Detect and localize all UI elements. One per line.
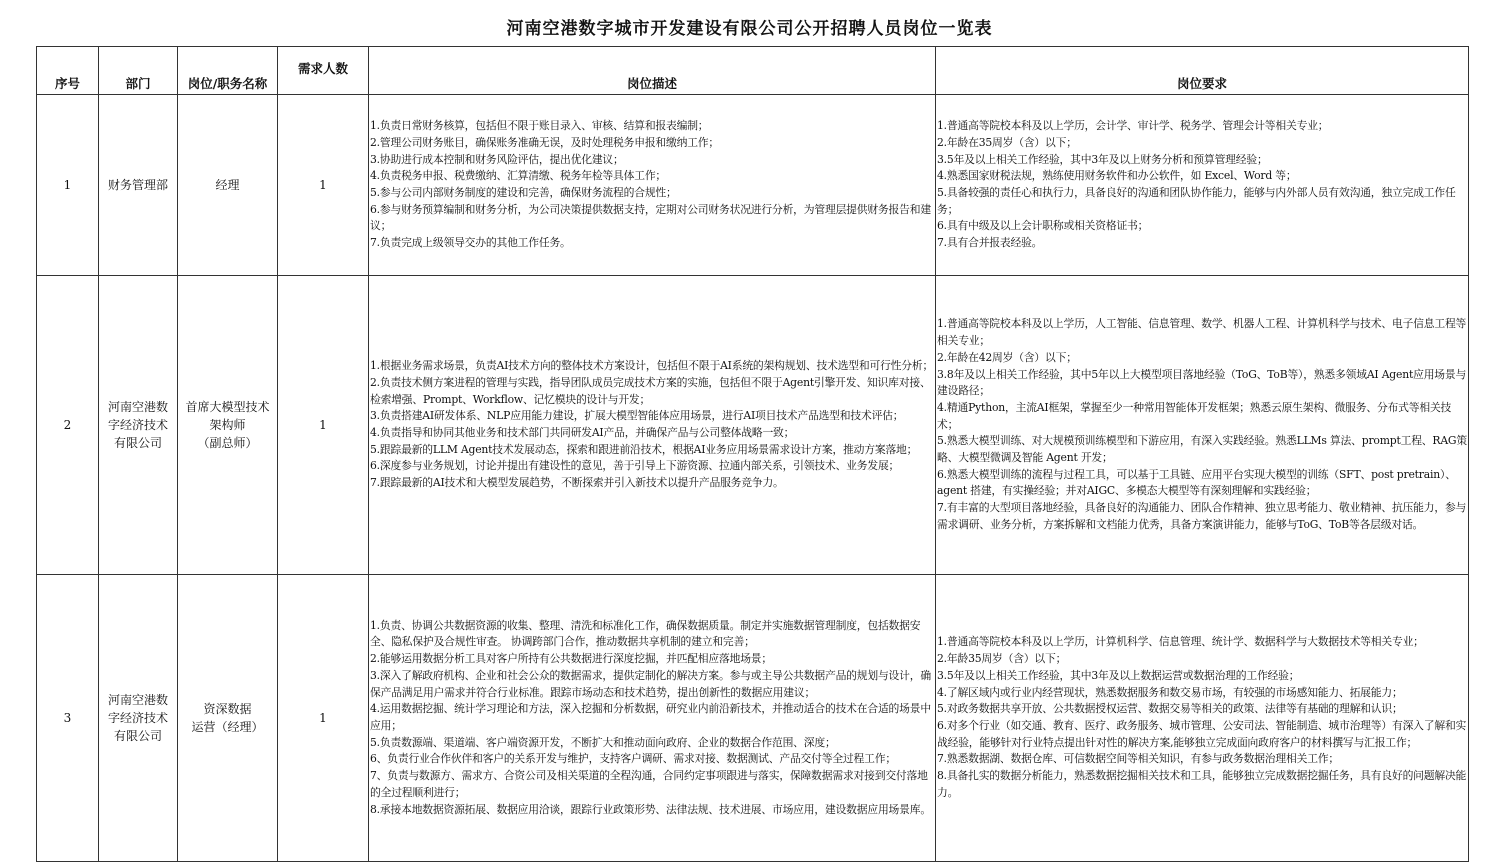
cell-no: 2 [37, 276, 99, 575]
req-line: 4.熟悉国家财税法规，熟练使用财务软件和办公软件，如 Excel、Word 等； [937, 169, 1297, 183]
cell-req [936, 95, 1469, 276]
req-line: 5.熟悉大模型训练、对大规模预训练模型和下游应用，有深入实践经验。熟悉LLMs 算法、prompt工程、RAG策略、大模型微调及智能 Agent 开发； [937, 434, 1467, 465]
req-line: 3.5年及以上相关工作经验，其中3年及以上数据运营或数据治理的工作经验； [937, 668, 1300, 682]
cell-count: 1 [278, 276, 369, 575]
desc-line: 3.协助进行成本控制和财务风险评估，提出优化建议； [370, 152, 624, 166]
header-no: 序号 [37, 47, 99, 95]
req-line: 7.熟悉数据湖、数据仓库、可信数据空间等相关知识，有参与政务数据治理相关工作； [937, 752, 1339, 766]
desc-line: 5.参与公司内部财务制度的建设和完善，确保财务流程的合规性； [370, 186, 677, 199]
req-line: 2.年龄在35周岁（含）以下； [937, 135, 1077, 149]
req-line: 6.熟悉大模型训练的流程与过程工具，可以基于工具链、应用平台实现大模型的训练（SFT、post pretrain）、agent 搭建，有实操经验；并对AIGC、多模态大模型等有深刻理解和实践经验； [937, 467, 1456, 498]
cell-position: 资深数据 运营（经理） [178, 575, 278, 862]
cell-desc [369, 95, 936, 276]
req-line: 1.普通高等院校本科及以上学历，会计学、审计学、税务学、管理会计等相关专业； [937, 119, 1329, 133]
desc-line: 3.负责搭建AI研发体系、NLP应用能力建设，扩展大模型智能体应用场景，进行AI项目技术产品选型和技术评估； [370, 409, 904, 423]
cell-dept: 财务管理部 [99, 95, 178, 276]
desc-line: 5.跟踪最新的LLM Agent技术发展动态，探索和跟进前沿技术，根据AI业务应用场景需求设计方案，推动方案落地； [370, 442, 918, 456]
req-line: 6.对多个行业（如交通、教育、医疗、政务服务、城市管理、公安司法、智能制造、城市治理等）有深入了解和实战经验，能够针对行业特点提出针对性的解决方案,能够独立完成面向政府客户的材料撰写与汇报工作； [937, 719, 1467, 749]
desc-line: 5.负责数源端、渠道端、客户端资源开发，不断扩大和推动面向政府、企业的数据合作范围、深度； [370, 735, 836, 749]
desc-line: 6.参与财务预算编制和财务分析，为公司决策提供数据支持，定期对公司财务状况进行分析，为管理层提供财务报告和建议； [370, 202, 931, 233]
cell-req [936, 276, 1469, 575]
desc-line: 1.负责、协调公共数据资源的收集、整理、清洗和标准化工作，确保数据质量。制定并实施数据管理制度，包括数据安全、隐私保护及合规性审查。 协调跨部门合作，推动数据共享机制的建立和完善； [370, 618, 921, 649]
cell-position: 经理 [178, 95, 278, 276]
cell-desc [369, 276, 936, 575]
desc-line: 4.负责税务申报、税费缴纳、汇算清缴、税务年检等具体工作； [370, 169, 667, 183]
desc-line: 8.承接本地数据资源拓展、数据应用洽谈，跟踪行业政策形势、法律法规、技术进展、市场应用，建设数据应用场景库。 [370, 802, 931, 816]
cell-req [936, 575, 1469, 862]
cell-count: 1 [278, 575, 369, 862]
desc-line: 2.能够运用数据分析工具对客户所持有公共数据进行深度挖掘，并匹配相应落地场景； [370, 652, 772, 666]
header-desc: 岗位描述 [369, 47, 936, 95]
cell-desc [369, 575, 936, 862]
desc-line: 7.负责完成上级领导交办的其他工作任务。 [370, 236, 571, 250]
req-line: 3.8年及以上相关工作经验，其中5年以上大模型项目落地经验（ToG、ToB等），熟悉多领域AI Agent应用场景与建设路径； [937, 367, 1467, 398]
table-row [37, 276, 1469, 575]
cell-dept: 河南空港数 字经济技术 有限公司 [99, 575, 178, 862]
req-line: 5.对政务数据共享开放、公共数据授权运营、数据交易等相关的政策、法律等有基础的理解和认识； [937, 702, 1403, 716]
desc-line: 1.根据业务需求场景，负责AI技术方向的整体技术方案设计，包括但不限于AI系统的架构规划、技术选型和可行性分析； [370, 359, 934, 373]
cell-count: 1 [278, 95, 369, 276]
desc-line: 3.深入了解政府机构、企业和社会公众的数据需求，提供定制化的解决方案。参与或主导公共数据产品的规划与设计，确保产品满足用户需求并符合行业标准。跟踪市场动态和技术趋势，提出创新性的数据应用建议； [370, 668, 931, 699]
desc-line: 4.运用数据挖掘、统计学习理论和方法，深入挖掘和分析数据，研究业内前沿新技术，并推动适合的技术在合适的场景中应用； [370, 702, 931, 732]
header-req: 岗位要求 [936, 47, 1469, 95]
req-line: 6.具有中级及以上会计职称或相关资格证书； [937, 219, 1149, 233]
header-dept: 部门 [99, 47, 178, 95]
req-line: 1.普通高等院校本科及以上学历，人工智能、信息管理、数学、机器人工程、计算机科学与技术、电子信息工程等相关专业； [937, 317, 1467, 348]
desc-line: 7、负责与数源方、需求方、合资公司及相关渠道的全程沟通，合同约定事项跟进与落实，保障数据需求对接到交付落地的全过程顺利进行； [370, 769, 928, 799]
req-line: 2.年龄在42周岁（含）以下； [937, 350, 1077, 364]
table-row [37, 575, 1469, 862]
desc-line: 2.管理公司财务账目，确保账务准确无误，及时处理税务申报和缴纳工作； [370, 135, 719, 149]
cell-no: 1 [37, 95, 99, 276]
desc-line: 7.跟踪最新的AI技术和大模型发展趋势，不断探索并引入新技术以提升产品服务竞争力。 [370, 476, 784, 490]
req-line: 7.具有合并报表经验。 [937, 236, 1043, 250]
header-count: 需求人数 [278, 47, 369, 95]
recruitment-table [36, 46, 1469, 862]
req-line: 5.具备较强的责任心和执行力，具备良好的沟通和团队协作能力，能够与内外部人员有效沟通，独立完成工作任务； [937, 186, 1456, 216]
cell-dept: 河南空港数 字经济技术 有限公司 [99, 276, 178, 575]
req-line: 4.了解区域内或行业内经营现状，熟悉数据服务和数交易市场，有较强的市场感知能力、拓展能力； [937, 685, 1403, 699]
header-row [37, 47, 1469, 95]
header-position: 岗位/职务名称 [178, 47, 278, 95]
req-line: 8.具备扎实的数据分析能力，熟悉数据挖掘相关技术和工具，能够独立完成数据挖掘任务，具有良好的问题解决能力。 [937, 769, 1467, 799]
desc-line: 2.负责技术侧方案进程的管理与实践，指导团队成员完成技术方案的实施，包括但不限于Agent引擎开发、知识库对接、检索增强、Prompt、Workflow、记忆模块的设计与开发； [370, 375, 931, 406]
req-line: 1.普通高等院校本科及以上学历，计算机科学、信息管理、统计学、数据科学与大数据技术等相关专业； [937, 635, 1424, 649]
req-line: 3.5年及以上相关工作经验，其中3年及以上财务分析和预算管理经验； [937, 152, 1268, 166]
req-line: 7.有丰富的大型项目落地经验，具备良好的沟通能力、团队合作精神、独立思考能力、敬业精神、抗压能力，参与需求调研、业务分析，方案拆解和文档能力优秀，具备方案演讲能力，能够与ToG、ToB等各层级对话。 [937, 501, 1467, 531]
desc-line: 6、负责行业合作伙伴和客户的关系开发与维护，支持客户调研、需求对接、数据测试、产品交付等全过程工作； [370, 752, 896, 766]
desc-line: 6.深度参与业务规划，讨论并提出有建设性的意见，善于引导上下游资源、拉通内部关系，引领技术、业务发展； [370, 459, 900, 473]
req-line: 4.精通Python，主流AI框架，掌握至少一种常用智能体开发框架；熟悉云原生架构、微服务、分布式等相关技术； [937, 400, 1452, 431]
cell-position: 首席大模型技术 架构师 （副总师） [178, 276, 278, 575]
desc-line: 4.负责指导和协同其他业务和技术部门共同研发AI产品，并确保产品与公司整体战略一致； [370, 426, 795, 439]
desc-line: 1.负责日常财务核算，包括但不限于账目录入、审核、结算和报表编制； [370, 119, 709, 133]
page-title: 河南空港数字城市开发建设有限公司公开招聘人员岗位一览表 [506, 19, 993, 39]
cell-no: 3 [37, 575, 99, 862]
table-row [37, 95, 1469, 276]
req-line: 2.年龄35周岁（含）以下； [937, 652, 1067, 666]
